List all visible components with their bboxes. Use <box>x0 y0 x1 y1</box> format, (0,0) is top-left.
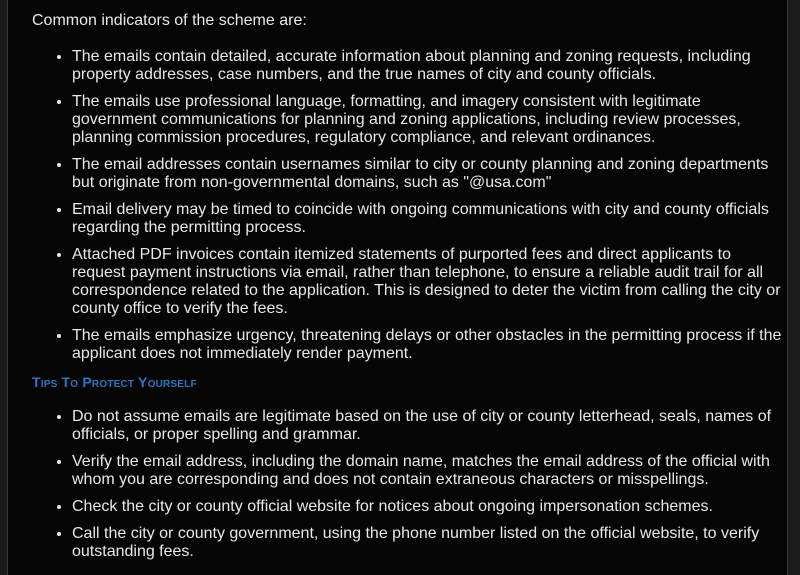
list-item: • Do not assume emails are legitimate based on the use of city or county letterhead, seals, names of officials, or proper spelling and grammar. <box>72 407 784 444</box>
list-item: • The emails emphasize urgency, threatening delays or other obstacles in the permitting process if the applicant does not immediately render payment. <box>72 326 784 363</box>
article-panel <box>7 0 788 575</box>
list-item: • Verify the email address, including the domain name, matches the email address of the official with whom you are corresponding and does not contain extraneous characters or misspellings. <box>72 452 784 489</box>
intro-text: Common indicators of the scheme are: <box>32 12 307 29</box>
tips-list <box>32 407 784 569</box>
tips-heading: Tips To Protect Yourself <box>32 374 197 390</box>
list-item: • Check the city or county official website for notices about ongoing impersonation schemes. <box>72 497 784 516</box>
list-item: • Call the city or county government, using the phone number listed on the official website, to verify outstanding fees. <box>72 524 784 561</box>
list-item: • The emails use professional language, formatting, and imagery consistent with legitimate government communications for planning and zoning applications, including review processes, planning commission procedures, regulatory compliance, and relevant ordinances. <box>72 92 784 147</box>
indicators-list <box>32 47 784 371</box>
list-item: • The email addresses contain usernames similar to city or county planning and zoning departments but originate from non-governmental domains, such as "@usa.com" <box>72 155 784 192</box>
list-item: • Email delivery may be timed to coincide with ongoing communications with city and county officials regarding the permitting process. <box>72 200 784 237</box>
list-item: • The emails contain detailed, accurate information about planning and zoning requests, including property addresses, case numbers, and the true names of city and county officials. <box>72 47 784 84</box>
list-item: • Attached PDF invoices contain itemized statements of purported fees and direct applicants to request payment instructions via email, rather than telephone, to ensure a reliable audit trail for all correspondence related to the application. This is designed to deter the victim from calling the city or county office to verify the fees. <box>72 245 784 318</box>
